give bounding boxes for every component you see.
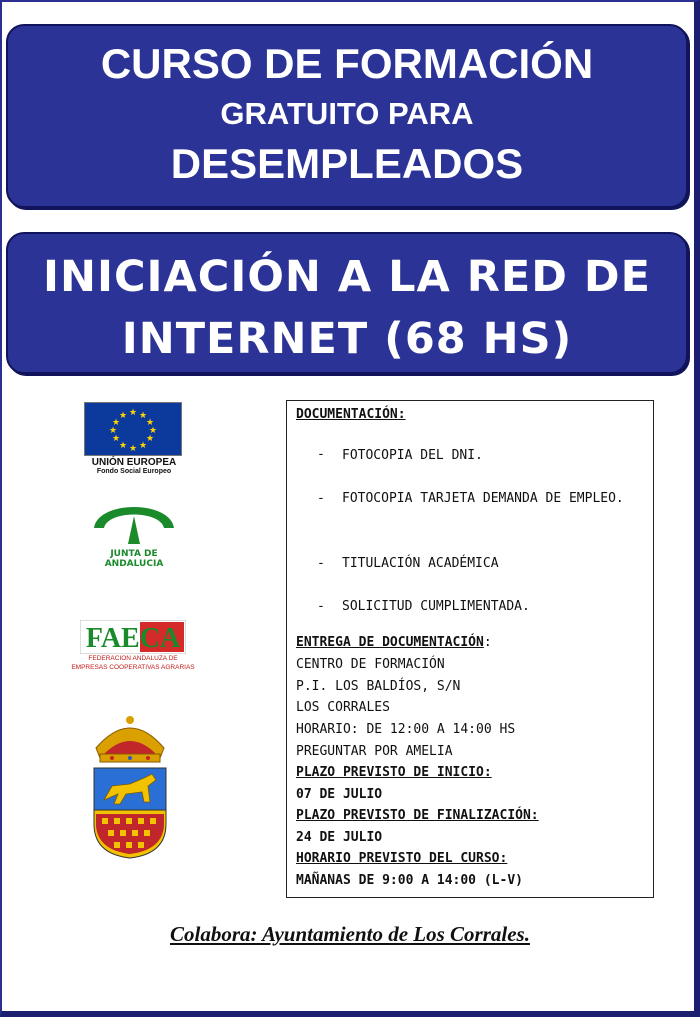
faeca-line-2: EMPRESAS COOPERATIVAS AGRARIAS [71,664,195,671]
junta-andalucia-logo-icon [88,494,180,548]
svg-text:★: ★ [138,411,148,421]
eu-name: UNIÓN EUROPEA [91,457,177,468]
svg-text:★: ★ [145,418,155,428]
title-line-1: CURSO DE FORMACIÓN [100,40,594,87]
delivery-line: LOS CORRALES [296,700,390,715]
eu-fund: Fondo Social Europeo [96,468,172,475]
footer-credit: Colabora: Ayuntamiento de Los Corrales. [170,922,530,946]
svg-text:★: ★ [108,426,118,436]
course-line-1: INICIACIÓN A LA RED DE [42,252,651,302]
schedule-value: MAÑANAS DE 9:00 A 14:00 (L-V) [296,873,523,888]
svg-text:★: ★ [118,441,128,451]
course-banner [6,232,688,374]
faeca-line-1: FEDERACION ANDALUZA DE [88,655,178,662]
title-line-3: DESEMPLEADOS [170,140,524,187]
info-box [286,400,654,898]
document-item: FOTOCOPIA DEL DNI. [342,448,483,463]
svg-text:★: ★ [145,434,155,444]
bullet: - [317,491,325,506]
coat-of-arms-icon [90,714,170,860]
start-value: 07 DE JULIO [296,787,383,802]
bullet: - [317,599,325,614]
delivery-line: P.I. LOS BALDÍOS, S/N [296,679,461,694]
faeca-wordmark: FAECA [85,623,181,654]
schedule-heading: HORARIO PREVISTO DEL CURSO: [296,851,508,866]
svg-text:★: ★ [111,434,121,444]
delivery-heading-row [296,635,492,650]
bullet: - [317,556,325,571]
delivery-line: PREGUNTAR POR AMELIA [296,744,453,759]
svg-text:★: ★ [118,411,128,421]
title-banner [6,24,688,208]
svg-text:★: ★ [111,418,121,428]
delivery-heading: ENTREGA DE DOCUMENTACIÓN [296,635,484,650]
svg-text:★: ★ [148,426,158,436]
delivery-line: CENTRO DE FORMACIÓN [296,657,445,672]
start-heading: PLAZO PREVISTO DE INICIO: [296,765,492,780]
svg-text:★: ★ [128,444,138,454]
eu-flag-icon [84,402,182,456]
document-item: FOTOCOPIA TARJETA DEMANDA DE EMPLEO. [342,491,624,506]
end-value: 24 DE JULIO [296,830,383,845]
end-heading: PLAZO PREVISTO DE FINALIZACIÓN: [296,808,539,823]
svg-text:★: ★ [128,408,138,418]
title-line-2: GRATUITO PARA [220,96,474,131]
documentation-heading: DOCUMENTACIÓN: [296,407,406,422]
bullet: - [317,447,325,462]
delivery-colon: : [483,635,492,650]
course-line-2: INTERNET (68 HS) [121,314,573,364]
faeca-logo-icon [80,620,186,654]
document-item: SOLICITUD CUMPLIMENTADA. [342,599,530,614]
junta-label: JUNTA DE ANDALUCIA [104,549,164,569]
document-item: TITULACIÓN ACADÉMICA [342,556,499,571]
svg-text:★: ★ [138,441,148,451]
delivery-line: HORARIO: DE 12:00 A 14:00 HS [296,722,516,737]
